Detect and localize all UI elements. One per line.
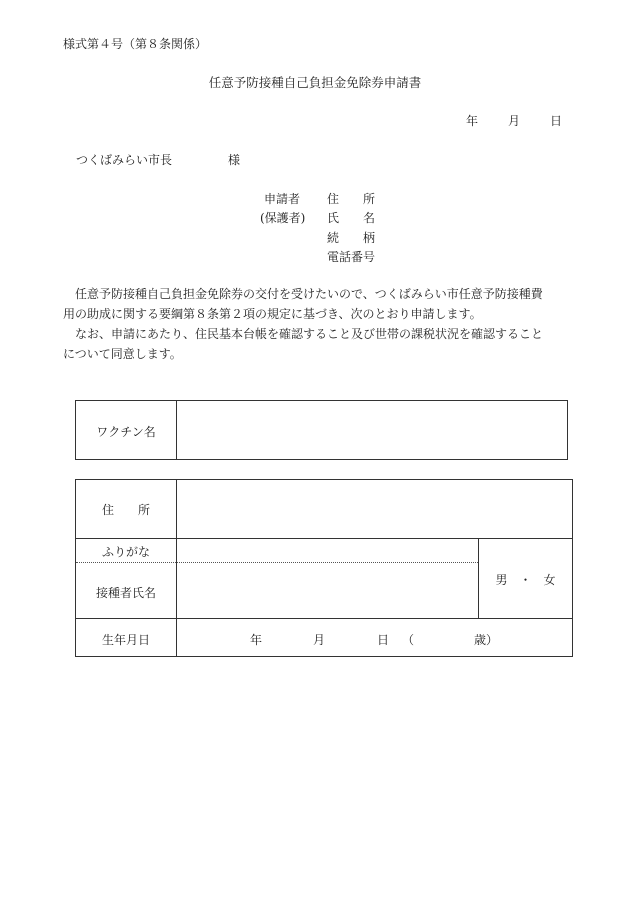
birth-day-label: 日 bbox=[377, 633, 390, 647]
age-open-paren: （ bbox=[402, 633, 415, 647]
furigana-field[interactable] bbox=[177, 539, 477, 562]
applicant-address-label: 住 所 bbox=[327, 192, 376, 206]
address-label: 住 所 bbox=[101, 503, 150, 517]
date-month: 月 bbox=[508, 114, 521, 128]
body-para2-line2: について同意します。 bbox=[63, 347, 182, 361]
furigana-label: ふりがな bbox=[101, 545, 150, 559]
applicant-sub-label: (保護者) bbox=[260, 211, 306, 225]
applicant-phone-label: 電話番号 bbox=[327, 250, 376, 264]
body-para1-line1: 任意予防接種自己負担金免除券の交付を受けたいので、つくばみらい市任意予防接種費 bbox=[75, 287, 543, 301]
date-line bbox=[466, 112, 562, 129]
age-label: 歳） bbox=[474, 633, 499, 647]
form-number: 様式第４号（第８条関係） bbox=[63, 37, 208, 51]
applicant-relation-label: 続 柄 bbox=[327, 231, 376, 245]
birth-month-label: 月 bbox=[313, 633, 326, 647]
address-field[interactable] bbox=[177, 480, 572, 538]
vaccine-name-label: ワクチン名 bbox=[96, 425, 156, 439]
date-day: 日 bbox=[550, 114, 563, 128]
document-title: 任意予防接種自己負担金免除券申請書 bbox=[208, 75, 422, 90]
recipient-name-label: 接種者氏名 bbox=[95, 586, 156, 600]
vaccine-name-field[interactable] bbox=[177, 401, 567, 459]
addressee-honorific: 様 bbox=[228, 153, 241, 167]
sex-options[interactable]: 男 ・ 女 bbox=[495, 573, 556, 587]
date-year: 年 bbox=[466, 114, 479, 128]
applicant-name-label: 氏 名 bbox=[327, 211, 376, 225]
body-para2-line1: なお、申請にあたり、住民基本台帳を確認すること及び世帯の課税状況を確認すること bbox=[75, 327, 544, 341]
birth-year-label: 年 bbox=[250, 633, 263, 647]
addressee-name: つくばみらい市長 bbox=[76, 153, 173, 167]
recipient-name-field[interactable] bbox=[177, 564, 477, 618]
birthdate-label: 生年月日 bbox=[101, 633, 150, 647]
applicant-label: 申請者 bbox=[264, 192, 301, 206]
body-text bbox=[63, 284, 583, 364]
body-para1-line2: 用の助成に関する要綱第８条第２項の規定に基づき、次のとおり申請します。 bbox=[63, 307, 482, 321]
